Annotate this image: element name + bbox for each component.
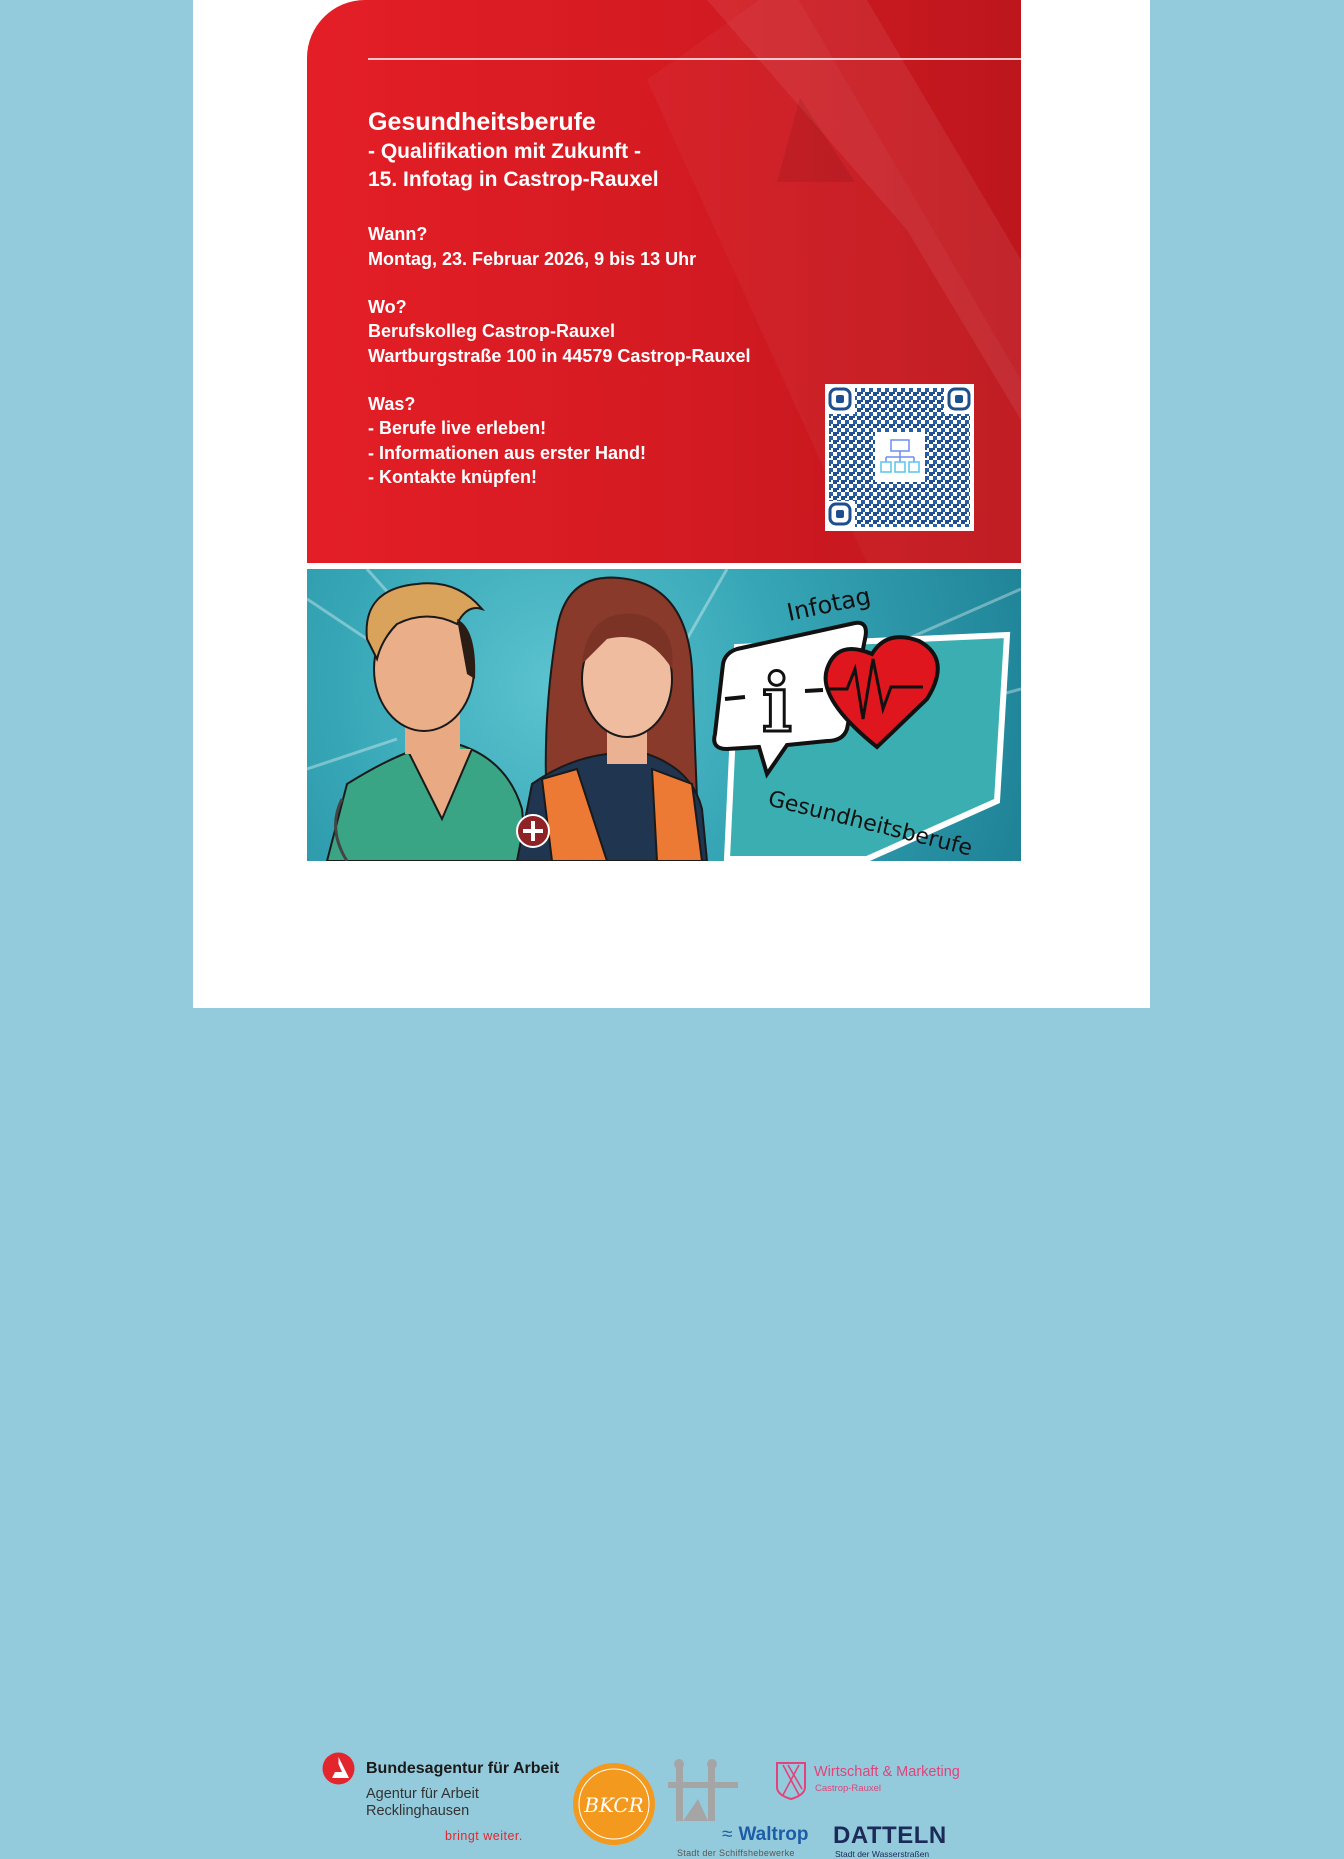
where-venue: Berufskolleg Castrop-Rauxel bbox=[368, 321, 616, 341]
ba-city: Recklinghausen bbox=[366, 1803, 470, 1819]
flyer-subtitle: - Qualifikation mit Zukunft - bbox=[368, 140, 641, 163]
svg-text:BKCR: BKCR bbox=[584, 1793, 644, 1817]
what-label: Was? bbox=[368, 394, 416, 414]
divider-line bbox=[368, 58, 1021, 60]
ba-tagline: bringt weiter. bbox=[445, 1829, 523, 1843]
waltrop-tagline: Stadt der Schiffshebewerke bbox=[677, 1848, 795, 1858]
ba-agency: Agentur für Arbeit bbox=[366, 1786, 479, 1802]
wm-shield-icon bbox=[775, 1761, 807, 1801]
red-info-card bbox=[307, 0, 1021, 563]
where-label: Wo? bbox=[368, 297, 407, 317]
svg-text:Gesundheitsberufe: Gesundheitsberufe bbox=[765, 786, 975, 861]
when-value: Montag, 23. Februar 2026, 9 bis 13 Uhr bbox=[368, 249, 697, 269]
what-item: - Berufe live erleben! bbox=[368, 418, 547, 438]
what-item: - Kontakte knüpfen! bbox=[368, 467, 537, 487]
wm-subtitle: Castrop-Rauxel bbox=[815, 1783, 881, 1794]
datteln-name: DATTELN bbox=[833, 1822, 947, 1849]
bkcr-logo-icon bbox=[572, 1762, 656, 1846]
ba-name: Bundesagentur für Arbeit bbox=[366, 1760, 560, 1777]
what-item: - Informationen aus erster Hand! bbox=[368, 443, 647, 463]
datteln-tagline: Stadt der Wasserstraßen bbox=[835, 1849, 930, 1859]
ba-logo-icon bbox=[322, 1752, 355, 1785]
waltrop-shiplift-icon bbox=[668, 1754, 738, 1834]
qr-code-pattern-icon bbox=[825, 384, 974, 531]
infotag-banner-illustration bbox=[307, 569, 1021, 861]
wm-title: Wirtschaft & Marketing bbox=[814, 1764, 960, 1780]
waltrop-name: ≈ Waltrop bbox=[722, 1824, 809, 1845]
flyer-event-name: 15. Infotag in Castrop-Rauxel bbox=[368, 168, 659, 191]
svg-text:i: i bbox=[761, 656, 793, 750]
flyer-title: Gesundheitsberufe bbox=[368, 108, 596, 136]
qr-code[interactable] bbox=[825, 384, 974, 531]
svg-text:Infotag: Infotag bbox=[784, 581, 874, 627]
partner-logos bbox=[0, 870, 1344, 1859]
female-paramedic-figure bbox=[517, 578, 707, 861]
male-nurse-figure bbox=[327, 583, 527, 861]
when-label: Wann? bbox=[368, 224, 428, 244]
where-address: Wartburgstraße 100 in 44579 Castrop-Rauxel bbox=[368, 346, 751, 366]
